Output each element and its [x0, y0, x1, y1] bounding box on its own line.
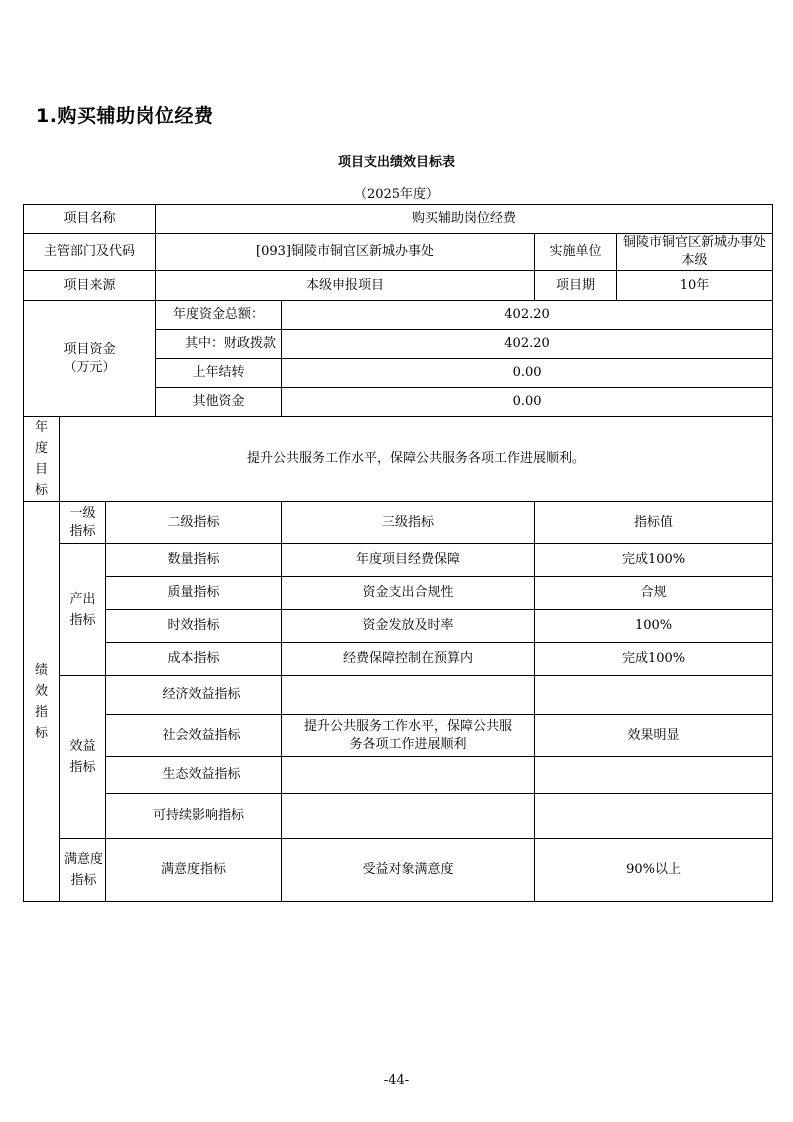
header-level1: 一级指标 [60, 502, 106, 544]
row-output-quantity [24, 544, 773, 577]
funds-total-value: 402.20 [282, 301, 773, 330]
row-indicator-header [24, 502, 773, 544]
project-period-label: 项目期 [535, 271, 617, 301]
output-quality-value: 合规 [535, 577, 773, 610]
project-period-value: 10年 [617, 271, 773, 301]
output-cost-value: 完成100% [535, 643, 773, 676]
funds-carryover-label: 上年结转 [156, 359, 282, 388]
year-label: （2025年度） [353, 187, 440, 202]
output-quantity-level2: 数量指标 [106, 544, 282, 577]
funds-other-value: 0.00 [282, 388, 773, 417]
benefit-social-level3: 提升公共服务工作水平，保障公共服务各项工作进展顺利 [282, 715, 535, 757]
benefit-sustainable-level3 [282, 794, 535, 839]
satisfaction-value: 90%以上 [535, 839, 773, 902]
row-output-quality [24, 577, 773, 610]
row-benefit-sustainable [24, 794, 773, 839]
row-output-timeliness [24, 610, 773, 643]
annual-goal-label: 年度目标 [24, 417, 60, 502]
funds-fiscal-value: 402.20 [282, 330, 773, 359]
output-cost-level2: 成本指标 [106, 643, 282, 676]
benefit-economic-value [535, 676, 773, 715]
header-level3: 三级指标 [282, 502, 535, 544]
output-quantity-level3: 年度项目经费保障 [282, 544, 535, 577]
row-department [24, 234, 773, 271]
benefit-economic-level2: 经济效益指标 [106, 676, 282, 715]
output-quality-level3: 资金支出合规性 [282, 577, 535, 610]
benefit-indicator-label: 效益指标 [60, 676, 106, 839]
row-benefit-ecological [24, 757, 773, 794]
output-quantity-value: 完成100% [535, 544, 773, 577]
benefit-ecological-level2: 生态效益指标 [106, 757, 282, 794]
project-name-label: 项目名称 [24, 205, 156, 234]
satisfaction-level2: 满意度指标 [106, 839, 282, 902]
row-output-cost [24, 643, 773, 676]
output-quality-level2: 质量指标 [106, 577, 282, 610]
output-timeliness-level2: 时效指标 [106, 610, 282, 643]
row-benefit-social [24, 715, 773, 757]
funds-label-line1: 项目资金 [63, 341, 116, 357]
output-indicator-label: 产出指标 [60, 544, 106, 676]
satisfaction-level3: 受益对象满意度 [282, 839, 535, 902]
row-benefit-economic [24, 676, 773, 715]
indicators-section-label: 绩效指标 [24, 502, 60, 902]
output-cost-level3: 经费保障控制在预算内 [282, 643, 535, 676]
project-source-label: 项目来源 [24, 271, 156, 301]
funds-carryover-value: 0.00 [282, 359, 773, 388]
row-funds-total [24, 301, 773, 330]
benefit-ecological-level3 [282, 757, 535, 794]
funds-label-line2: （万元） [63, 359, 116, 375]
funds-total-label: 年度资金总额： [156, 301, 282, 330]
benefit-sustainable-level2: 可持续影响指标 [106, 794, 282, 839]
funds-label [24, 301, 156, 417]
page-number: -44- [383, 1073, 410, 1088]
implementing-unit-value: 铜陵市铜官区新城办事处本级 [617, 234, 773, 271]
funds-fiscal-label: 其中：财政拨款 [156, 330, 282, 359]
section-heading: 1.购买辅助岗位经费 [36, 105, 214, 127]
output-timeliness-level3: 资金发放及时率 [282, 610, 535, 643]
satisfaction-indicator-label: 满意度指标 [60, 839, 106, 902]
header-level2: 二级指标 [106, 502, 282, 544]
benefit-social-level2: 社会效益指标 [106, 715, 282, 757]
row-source [24, 271, 773, 301]
row-annual-goal [24, 417, 773, 502]
benefit-sustainable-value [535, 794, 773, 839]
header-value: 指标值 [535, 502, 773, 544]
project-source-value: 本级申报项目 [156, 271, 535, 301]
performance-goal-table [23, 204, 773, 902]
benefit-social-value: 效果明显 [535, 715, 773, 757]
project-name-value: 购买辅助岗位经费 [156, 205, 773, 234]
department-label: 主管部门及代码 [24, 234, 156, 271]
department-value: [093]铜陵市铜官区新城办事处 [156, 234, 535, 271]
row-satisfaction [24, 839, 773, 902]
benefit-ecological-value [535, 757, 773, 794]
annual-goal-text: 提升公共服务工作水平，保障公共服务各项工作进展顺利。 [60, 417, 773, 502]
funds-other-label: 其他资金 [156, 388, 282, 417]
output-timeliness-value: 100% [535, 610, 773, 643]
row-project-name [24, 205, 773, 234]
implementing-unit-label: 实施单位 [535, 234, 617, 271]
benefit-economic-level3 [282, 676, 535, 715]
table-title: 项目支出绩效目标表 [337, 155, 455, 170]
